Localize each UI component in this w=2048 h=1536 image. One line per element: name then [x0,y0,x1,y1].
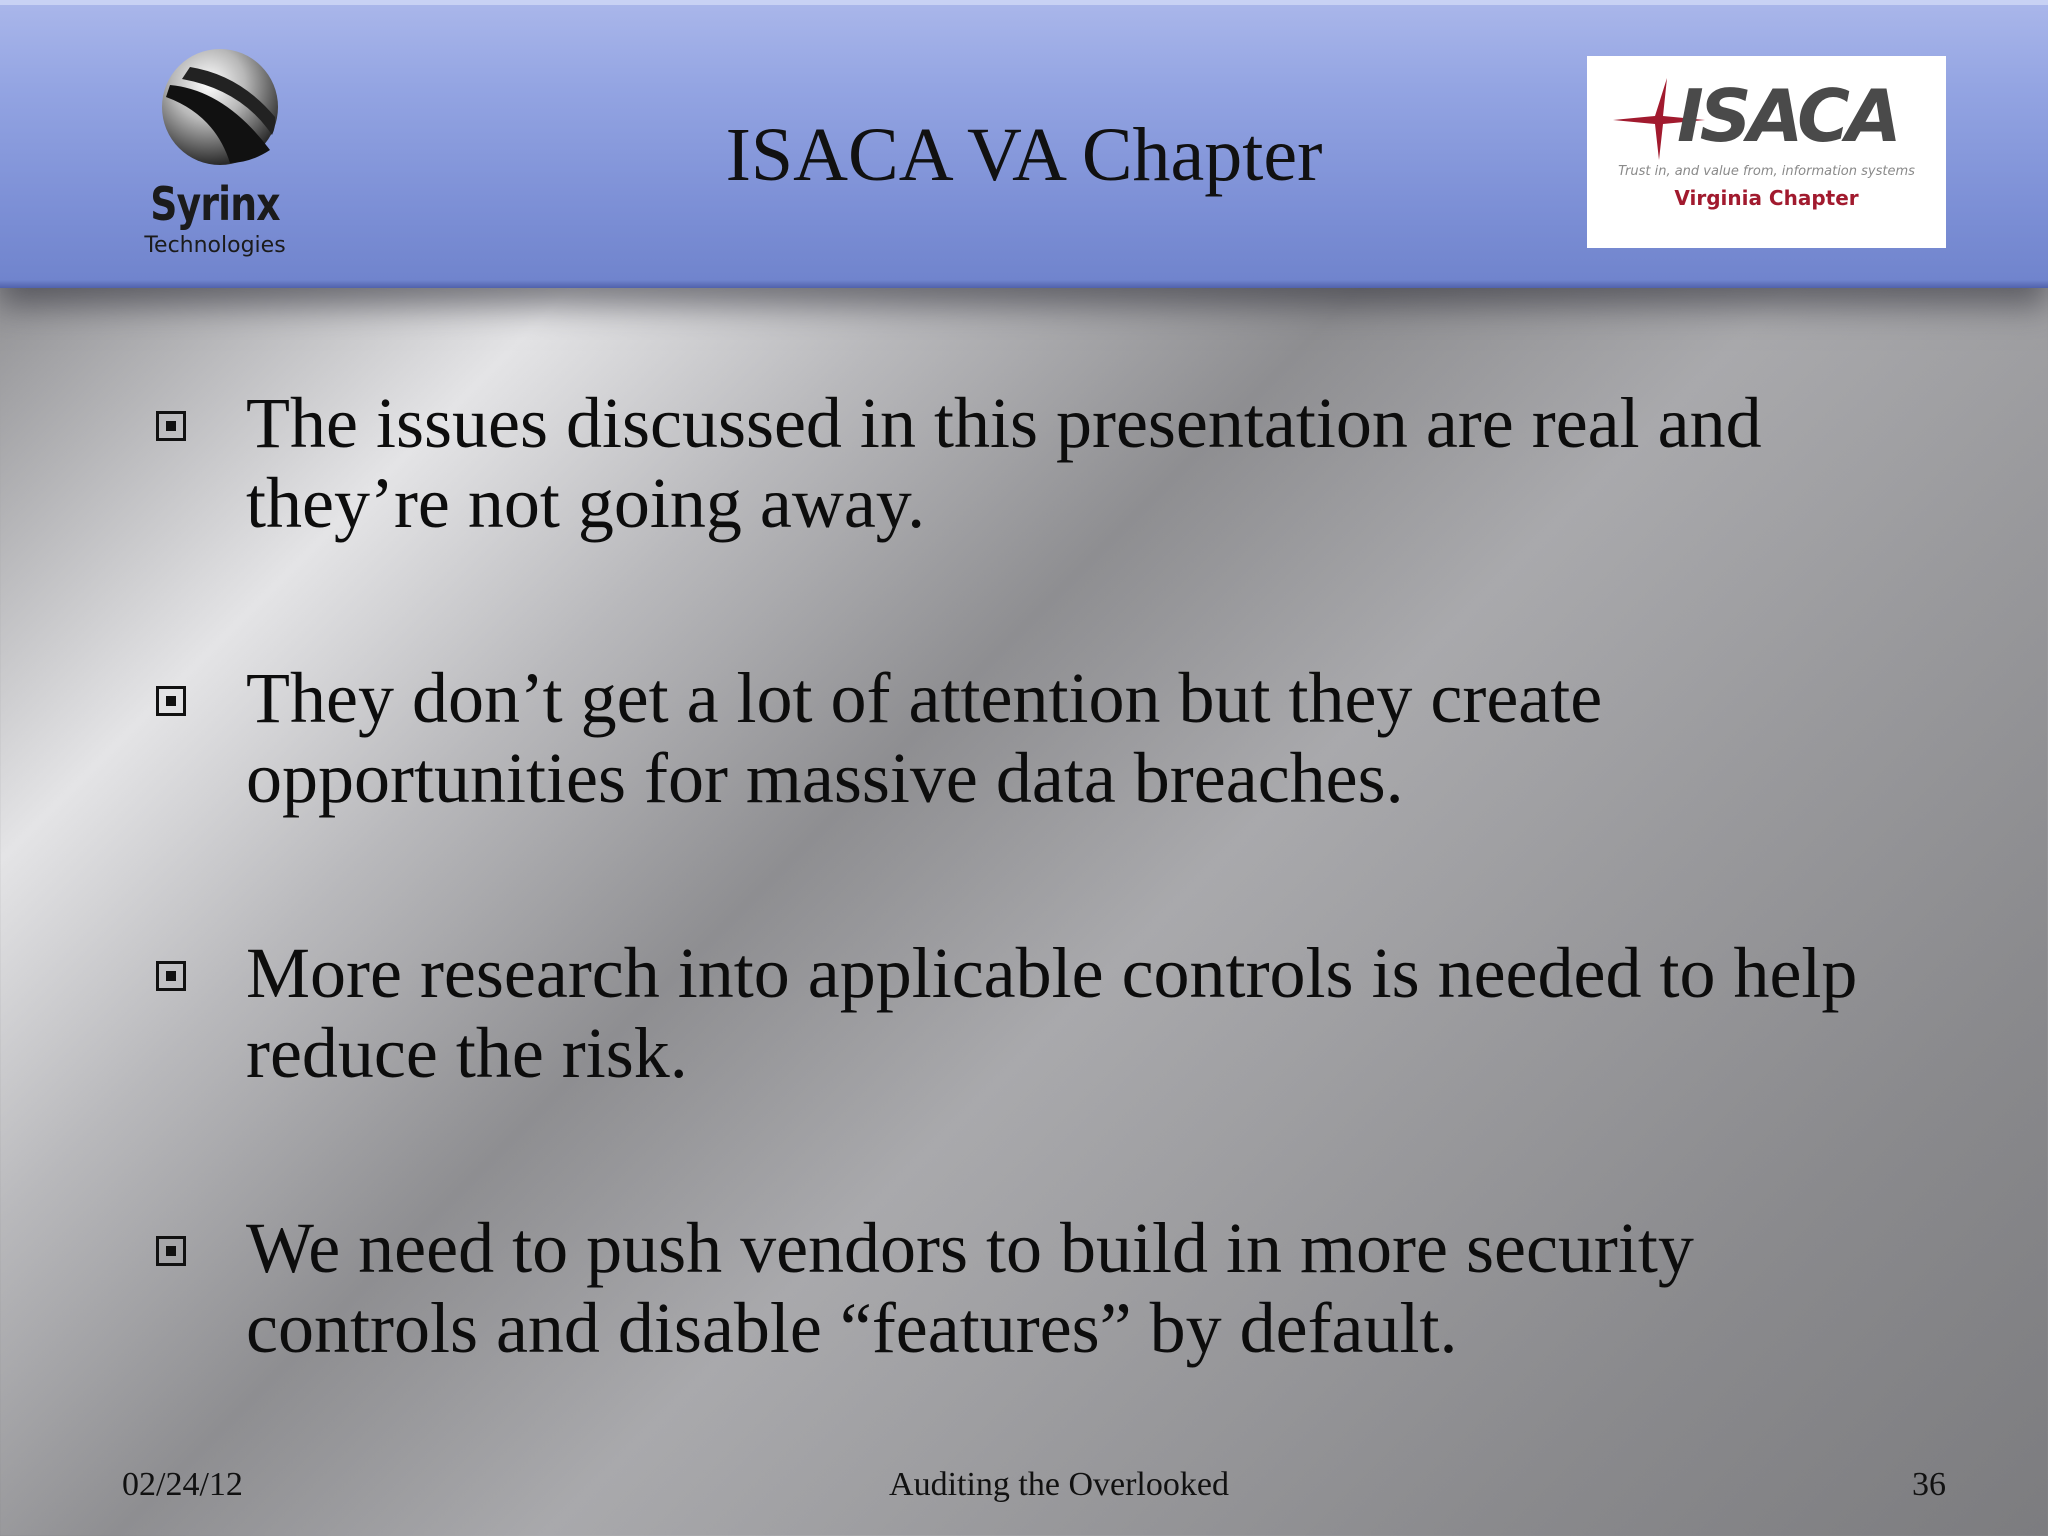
isaca-chapter: Virginia Chapter [1674,186,1859,210]
slide-header [0,0,2048,288]
isaca-tagline: Trust in, and value from, information systems [1618,164,1915,179]
bullet-text: They don’t get a lot of attention but they create opportunities for massive data breaches. [246,658,1603,818]
isaca-logo [1587,56,1946,248]
footer-date: 02/24/12 [122,1466,243,1503]
bullet-text: More research into applicable controls is needed to help reduce the risk. [246,933,1858,1093]
bullet-text: The issues discussed in this presentation are real and they’re not going away. [246,383,1762,543]
isaca-wordmark: ISACA [1677,74,1898,158]
syrinx-name: Syrinx [150,177,280,231]
bullet-marker-icon [156,961,186,991]
bullet-marker-icon [156,1236,186,1266]
footer-page-number: 36 [1912,1466,1946,1503]
bullet-text: We need to push vendors to build in more security controls and disable “features” by default. [246,1208,1694,1368]
bullet-marker-icon [156,686,186,716]
bullet-marker-icon [156,411,186,441]
syrinx-subtitle: Technologies [144,233,286,258]
slide-title: ISACA VA Chapter [725,113,1323,197]
footer-title: Auditing the Overlooked [889,1466,1229,1503]
